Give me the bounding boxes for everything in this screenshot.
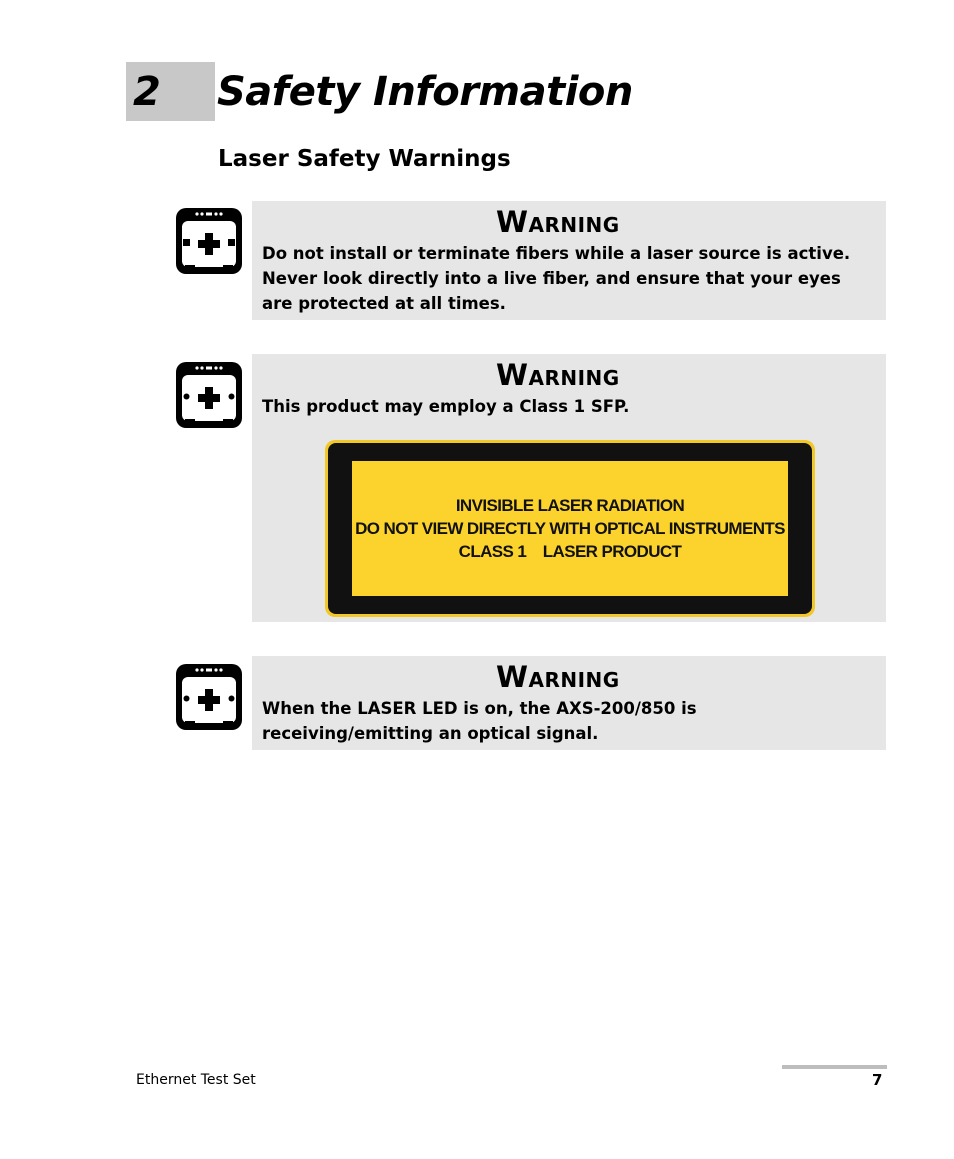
- chapter-title: Safety Information: [217, 69, 633, 115]
- warning-text: This product may employ a Class 1 SFP.: [262, 397, 630, 416]
- warning-icon: [175, 663, 243, 731]
- warning-icon: [175, 361, 243, 429]
- laser-label-line-3: CLASS 1 LASER PRODUCT: [458, 542, 682, 561]
- warning-panel: [252, 656, 886, 750]
- chapter-number: 2: [133, 69, 161, 115]
- section-title: Laser Safety Warnings: [218, 146, 511, 172]
- footer-product-name: Ethernet Test Set: [136, 1072, 256, 1088]
- warning-title: Warning: [496, 205, 620, 239]
- warning-title: Warning: [496, 358, 620, 392]
- footer-rule: [782, 1065, 887, 1069]
- page-number: 7: [872, 1071, 883, 1089]
- warning-text: When the LASER LED is on, the AXS-200/850 is receiving/emitting an optical signal.: [262, 699, 697, 743]
- laser-label-line-1: INVISIBLE LASER RADIATION: [455, 496, 685, 515]
- laser-class-label: [325, 440, 815, 617]
- laser-label-body: [352, 461, 788, 596]
- warning-icon: [175, 207, 243, 275]
- laser-label-line-2: DO NOT VIEW DIRECTLY WITH OPTICAL INSTRUMENTS: [355, 519, 785, 538]
- warning-title: Warning: [496, 660, 620, 694]
- warning-panel: [252, 201, 886, 320]
- warning-text: Do not install or terminate fibers while a laser source is active. Never look directly into a live fiber, and ensure that your eyes are protected at all times.: [262, 244, 851, 313]
- warning-panel: [252, 354, 886, 622]
- laser-label-border: [328, 443, 812, 614]
